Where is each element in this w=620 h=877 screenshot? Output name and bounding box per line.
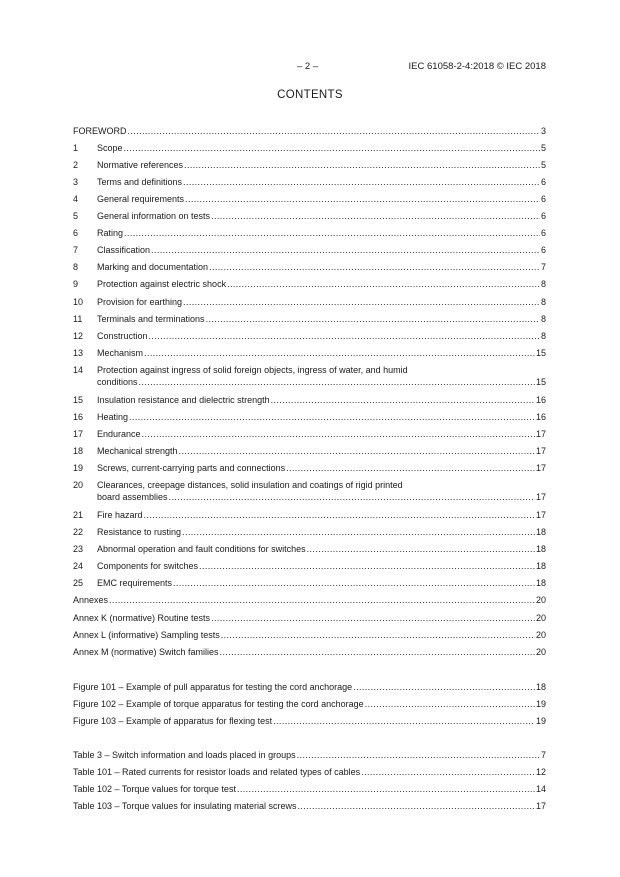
toc-section-2[interactable]: 2 Normative references ..... 5 <box>73 159 546 171</box>
toc-section-7[interactable]: 7 Classification ..... 6 <box>73 244 546 256</box>
toc-section-20[interactable]: 20 Clearances, creepage distances, solid insulation and coatings of rigid printed board assemblies ..... 17 <box>73 479 546 503</box>
toc-section-21[interactable]: 21 Fire hazard ..... 17 <box>73 509 546 521</box>
toc-annex-k[interactable]: Annex K (normative) Routine tests ..... 20 <box>73 612 546 624</box>
toc-section-25[interactable]: 25 EMC requirements ..... 18 <box>73 577 546 589</box>
toc-figure-101[interactable]: Figure 101 – Example of pull apparatus for testing the cord anchorage ..... 18 <box>73 681 546 693</box>
toc-section-9[interactable]: 9 Protection against electric shock ..... 8 <box>73 278 546 290</box>
toc-section-24[interactable]: 24 Components for switches ..... 18 <box>73 560 546 572</box>
toc-section-22[interactable]: 22 Resistance to rusting ..... 18 <box>73 526 546 538</box>
toc-section-8[interactable]: 8 Marking and documentation ..... 7 <box>73 261 546 273</box>
toc-section-17[interactable]: 17 Endurance ..... 17 <box>73 428 546 440</box>
toc-section-4[interactable]: 4 General requirements ..... 6 <box>73 193 546 205</box>
toc-annexes[interactable]: Annexes ..... 20 <box>73 594 546 606</box>
toc-section-16[interactable]: 16 Heating ..... 16 <box>73 411 546 423</box>
toc-section-5[interactable]: 5 General information on tests ..... 6 <box>73 210 546 222</box>
document-reference: IEC 61058-2-4:2018 © IEC 2018 <box>408 61 546 72</box>
toc-section-3[interactable]: 3 Terms and definitions ..... 6 <box>73 176 546 188</box>
toc-section-14[interactable]: 14 Protection against ingress of solid foreign objects, ingress of water, and humid conditions ..... 15 <box>73 364 546 388</box>
toc-section-11[interactable]: 11 Terminals and terminations ..... 8 <box>73 313 546 325</box>
toc-table-102[interactable]: Table 102 – Torque values for torque test ..... 14 <box>73 783 546 795</box>
toc-figure-103[interactable]: Figure 103 – Example of apparatus for flexing test ..... 19 <box>73 715 546 727</box>
toc-table-103[interactable]: Table 103 – Torque values for insulating material screws ..... 17 <box>73 800 546 812</box>
toc-section-23[interactable]: 23 Abnormal operation and fault conditions for switches ..... 18 <box>73 543 546 555</box>
contents-title: CONTENTS <box>277 89 343 101</box>
toc-section-12[interactable]: 12 Construction ..... 8 <box>73 330 546 342</box>
toc-section-1[interactable]: 1 Scope ..... 5 <box>73 142 546 154</box>
toc-annex-l[interactable]: Annex L (informative) Sampling tests ..... 20 <box>73 629 546 641</box>
toc-annex-m[interactable]: Annex M (normative) Switch families ..... 20 <box>73 646 546 658</box>
toc-figure-102[interactable]: Figure 102 – Example of torque apparatus for testing the cord anchorage ..... 19 <box>73 698 546 710</box>
toc-section-10[interactable]: 10 Provision for earthing ..... 8 <box>73 296 546 308</box>
toc-section-19[interactable]: 19 Screws, current-carrying parts and connections ..... 17 <box>73 462 546 474</box>
toc-table-3[interactable]: Table 3 – Switch information and loads placed in groups ..... 7 <box>73 749 546 761</box>
toc-section-6[interactable]: 6 Rating ..... 6 <box>73 227 546 239</box>
toc-section-13[interactable]: 13 Mechanism ..... 15 <box>73 347 546 359</box>
page-number: – 2 – <box>297 61 319 72</box>
toc-section-18[interactable]: 18 Mechanical strength ..... 17 <box>73 445 546 457</box>
toc-section-15[interactable]: 15 Insulation resistance and dielectric strength ..... 16 <box>73 394 546 406</box>
page-header <box>0 61 620 75</box>
toc-table-101[interactable]: Table 101 – Rated currents for resistor loads and related types of cables ..... 12 <box>73 766 546 778</box>
toc-foreword[interactable]: FOREWORD ..... 3 <box>73 125 546 137</box>
